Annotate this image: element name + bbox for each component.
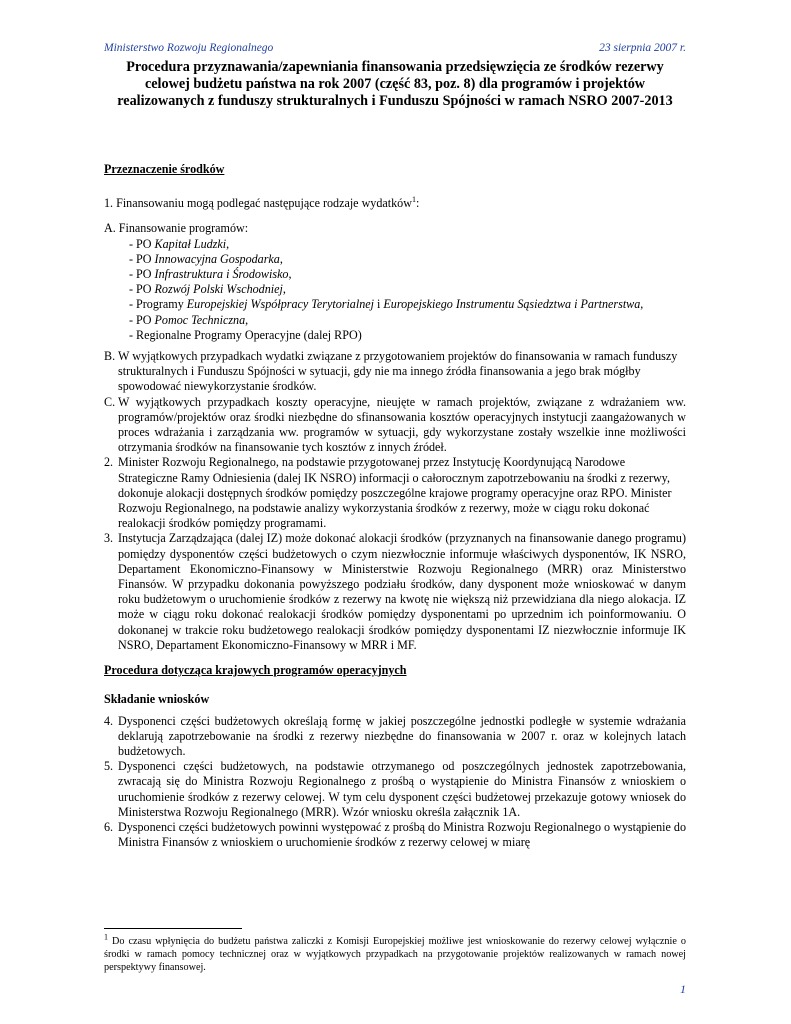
list-item: - Regionalne Programy Operacyjne (dalej RPO)	[129, 327, 362, 342]
section-heading-purpose: Przeznaczenie środków	[104, 162, 225, 176]
header-date: 23 sierpnia 2007 r.	[599, 42, 686, 54]
list-item: - PO Kapitał Ludzki,	[129, 236, 230, 251]
document-body	[104, 162, 686, 850]
header-ministry: Ministerstwo Rozwoju Regionalnego	[104, 42, 274, 54]
paragraph-1: 1. Finansowaniu mogą podlegać następujące rodzaje wydatków$^1$:	[104, 195, 420, 211]
footnote: $^1$ Do czasu wpłynięcia do budżetu państwa zaliczki z Komisji Europejskiej możliwe jest wnioskowanie do rezerwy celowej wyłącznie o środki w ramach pomocy technicznej oraz w wyjątkowych przypadkach na przygotowanie projektów realizowanych w ramach nowej perspektywy finansowej.	[104, 932, 686, 974]
document-title: Procedura przyznawania/zapewniania finansowania przedsięwzięcia ze środków rezerwy celowej budżetu państwa na rok 2007 (część 83, poz. 8) dla programów i projektów realizowanych z funduszy strukturalnych i Funduszu Spójności w ramach NSRO 2007-2013	[117, 59, 673, 109]
footnote-ref[interactable]: 1	[411, 195, 416, 205]
list-item: - Programy Europejskiej Współpracy Terytorialnej i Europejskiego Instrumentu Sąsiedztwa i Partnerstwa,	[129, 297, 644, 312]
footnote-separator	[104, 928, 242, 929]
paragraph-3: 3. Instytucja Zarządzająca (dalej IZ) może dokonać alokacji środków (przyznanych na finansowanie danego programu) pomiędzy dysponentów części budżetowych o czym niezwłocznie informuje właściwych dysponentów, IK NSRO, Departament Ekonomiczno-Finansowy w Ministerstwie Rozwoju Regionalnego (MRR) oraz Ministerstwo Finansów. W przypadku dokonania powyższego podziału środków, dany dysponent może wnioskować w danym roku budżetowym o uruchomienie środków z rezerwy na kwotę nie większą niż przewidziana dla niego alokacja. IZ może w ciągu roku dokonać realokacji środków pomiędzy dysponentami po uprzednim ich poinformowaniu. O dokonanej w trakcie roku budżetowego realokacji środków pomiędzy dysponentami IZ niezwłocznie informuje IK NSRO, Departament Ekonomiczno-Finansowy w MRR i MF.	[104, 531, 686, 652]
subheading-applications: Składanie wniosków	[104, 692, 210, 707]
program-list	[104, 237, 686, 343]
page-number: 1	[680, 982, 686, 996]
footnote-marker: 1	[104, 932, 108, 942]
item-B: B. W wyjątkowych przypadkach wydatki związane z przygotowaniem projektów do finansowania w ramach funduszy strukturalnych i Funduszu Spójności w sytuacji, gdy nie ma innego źródła finansowania a jego brak mógłby spowodować niewykorzystanie środków.	[104, 349, 678, 394]
paragraph-6: 6. Dysponenci części budżetowych powinni występować z prośbą do Ministra Rozwoju Regionalnego o wystąpienie do Ministra Finansów z wnioskiem o uruchomienie środków z rezerwy celowej w miarę	[104, 819, 686, 850]
section-heading-procedure: Procedura dotycząca krajowych programów operacyjnych	[104, 663, 407, 678]
paragraph-2: 2. Minister Rozwoju Regionalnego, na podstawie przygotowanej przez Instytucję Koordynującą Narodowe Strategiczne Ramy Odniesienia (dalej IK NSRO) informacji o całorocznym zapotrzebowaniu na środki z rezerwy, dokonuje alokacji dostępnych środków pomiędzy poszczególne krajowe programy operacyjne oraz RPO. Minister Rozwoju Regionalnego, na podstawie analizy wykorzystania środków z rezerwy, może w ciągu roku dokonać realokacji środków pomiędzy programami.	[104, 455, 672, 531]
paragraph-4: 4. Dysponenci części budżetowych określają formę w jakiej poszczególne jednostki podległe w systemie wdrażania deklarują zapotrzebowanie na środki z rezerwy niezbędne do finansowania w 2007 r. oraz w kolejnych latach budżetowych.	[104, 713, 686, 758]
list-item: - PO Infrastruktura i Środowisko,	[129, 267, 292, 282]
paragraph-5: 5. Dysponenci części budżetowych, na podstawie otrzymanego od poszczególnych jednostek zapotrzebowania, zwracają się do Ministra Rozwoju Regionalnego z prośbą o wystąpienie do Ministra Finansów z wnioskiem o uruchomienie środków z rezerwy celowej. W tym celu dysponent części budżetowej przekazuje gotowy wniosek do Ministerstwa Rozwoju Regionalnego (MRR). Wzór wniosku określa załącznik 1A.	[104, 759, 686, 819]
page-header	[104, 42, 686, 58]
item-C: C. W wyjątkowych przypadkach koszty operacyjne, nieujęte w ramach projektów, związane z wdrażaniem ww. programów/projektów oraz środki niezbędne do sfinansowania kosztów operacyjnych instytucji zaangażowanych w proces wdrażania i zarządzania ww. programów w sytuacji, gdy wykorzystane zostały wszelkie inne możliwości otrzymania środków na finansowanie tych kosztów z innych źródeł.	[104, 394, 686, 455]
item-A-title: A. Finansowanie programów:	[104, 221, 249, 236]
list-item: - PO Pomoc Techniczna,	[129, 312, 249, 327]
list-item: - PO Innowacyjna Gospodarka,	[129, 251, 283, 266]
list-item: - PO Rozwój Polski Wschodniej,	[129, 282, 286, 297]
